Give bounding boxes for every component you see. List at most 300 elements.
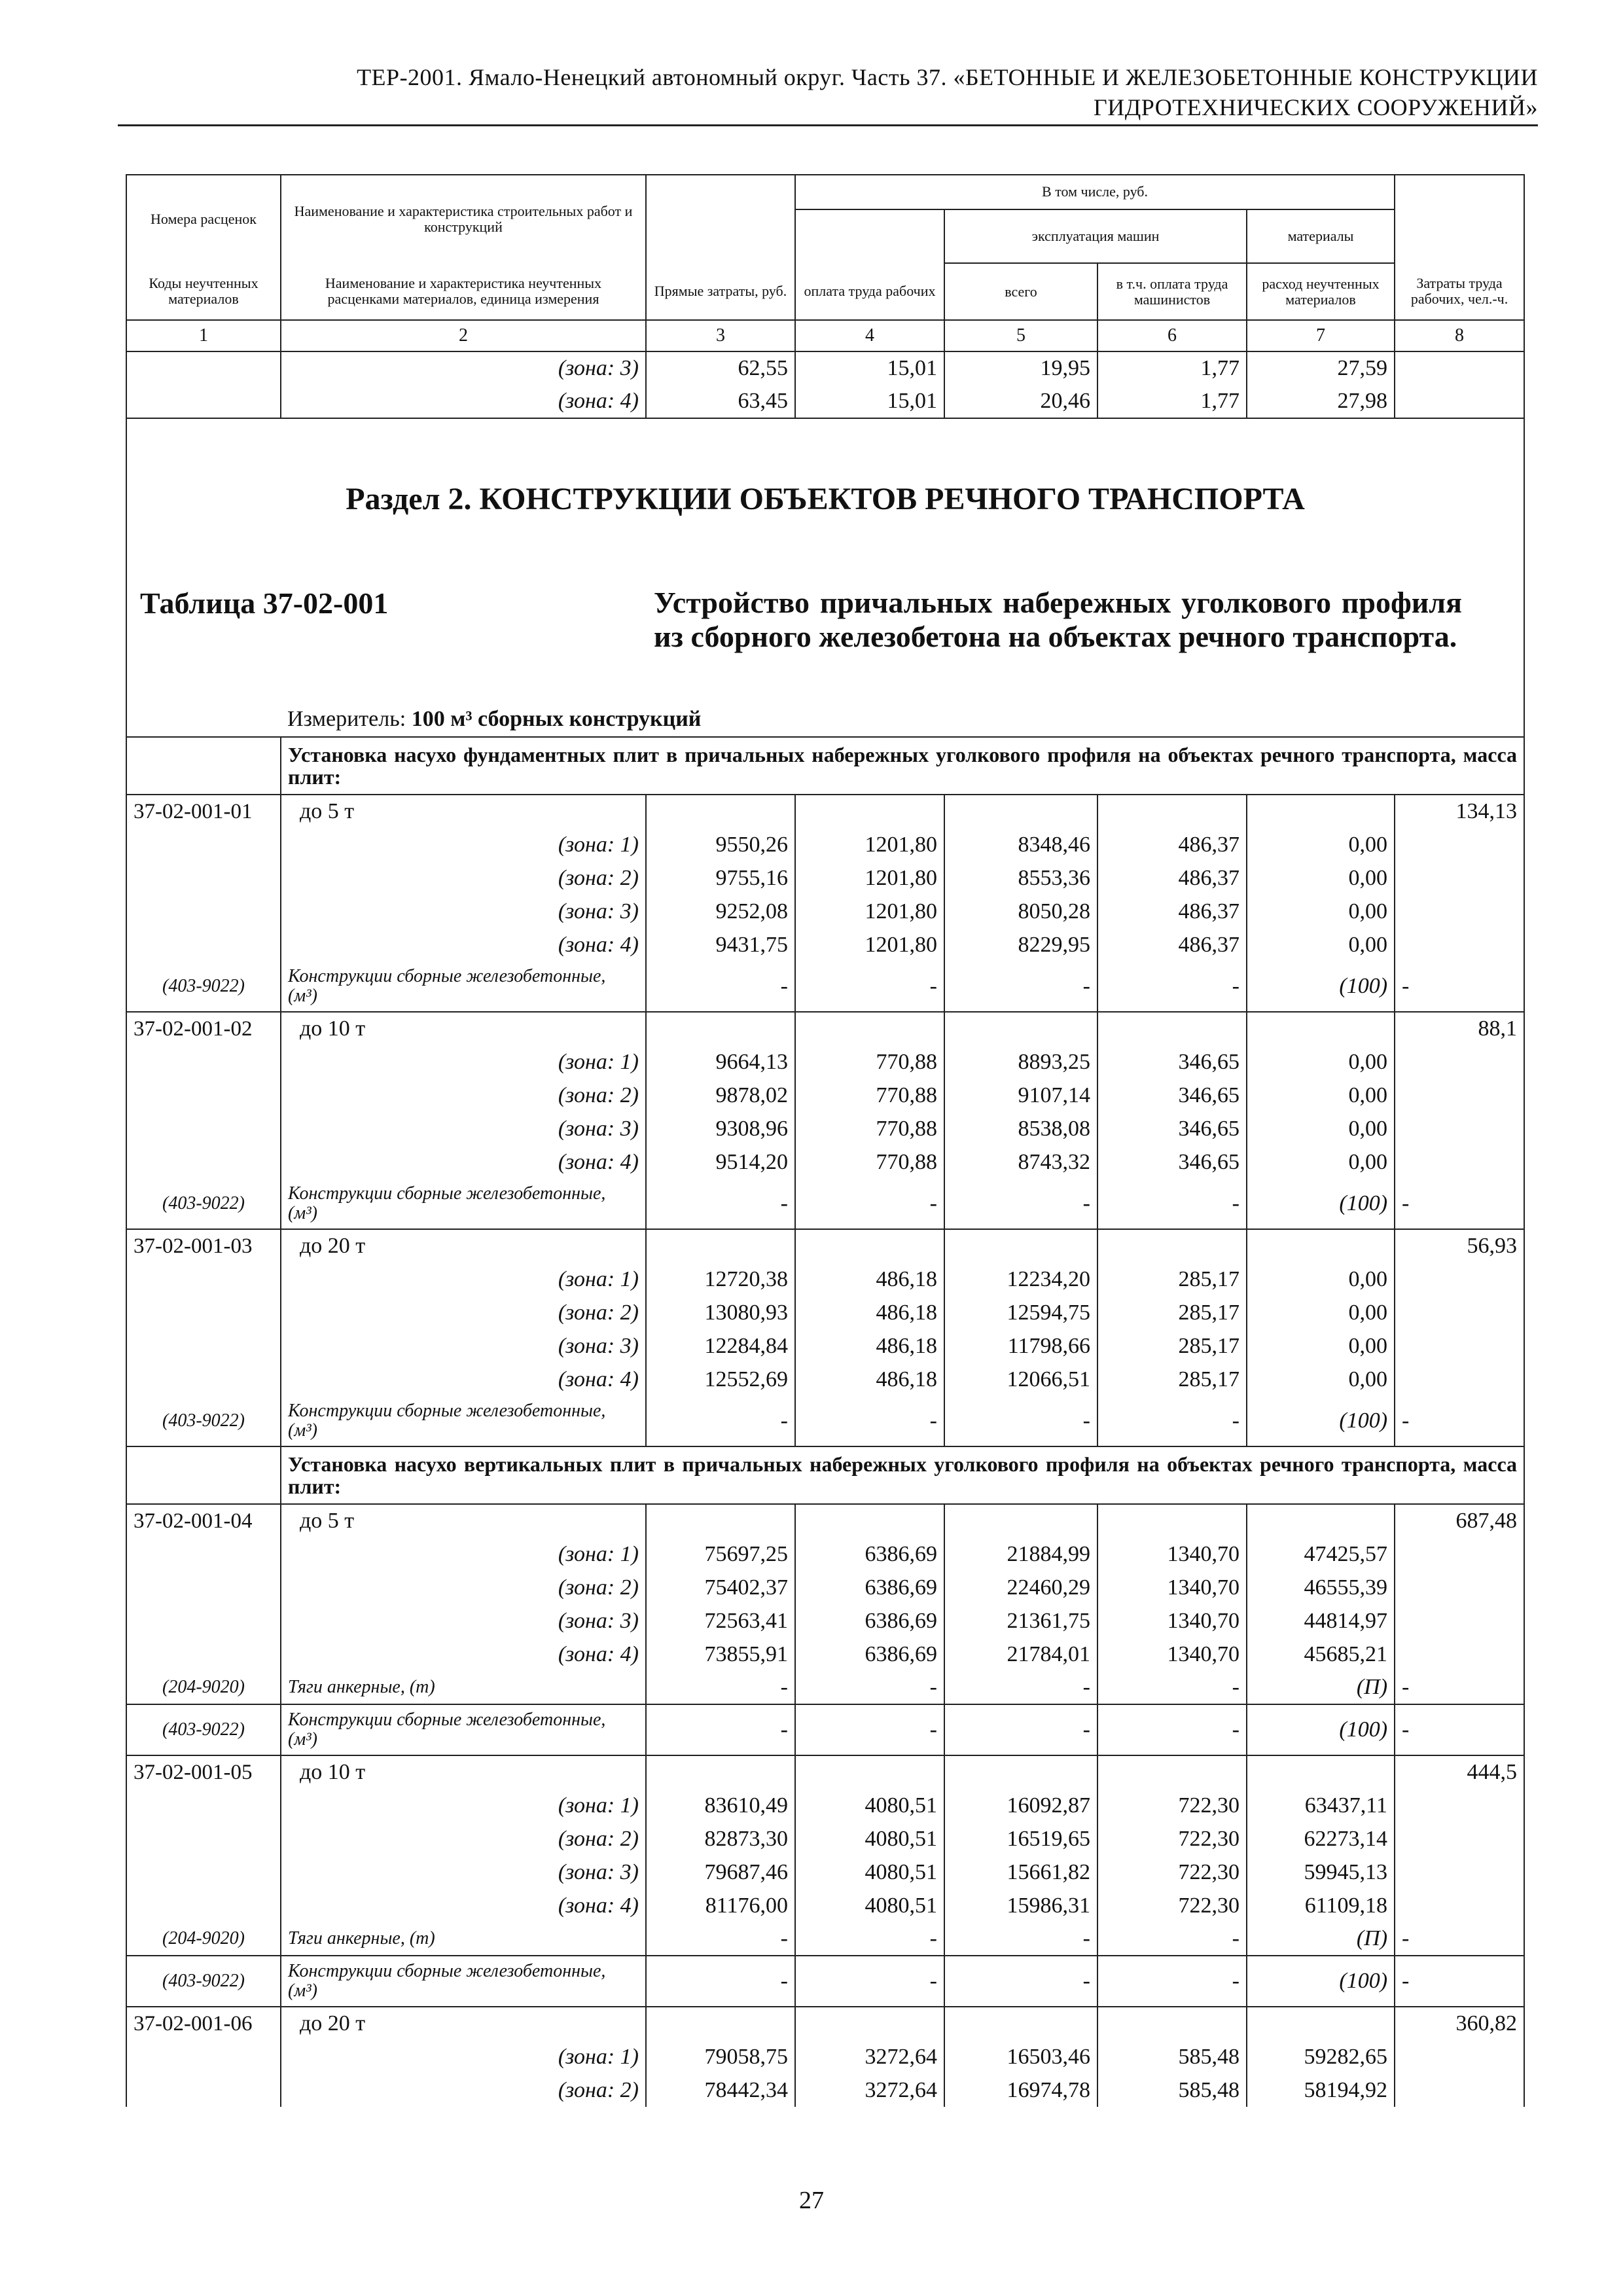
machinists-pay: 486,37	[1097, 828, 1247, 861]
labor-pay: 15,01	[795, 385, 944, 418]
material-code: (204-9020)	[126, 1671, 281, 1704]
dash-cell: -	[944, 1704, 1097, 1755]
dash-cell: -	[944, 961, 1097, 1012]
group-code-blank	[126, 737, 281, 795]
labor-pay: 6386,69	[795, 1537, 944, 1571]
blank-cell	[944, 1504, 1097, 1537]
dash-cell: -	[1097, 1704, 1247, 1755]
blank-cell	[795, 1504, 944, 1537]
machines-total: 21361,75	[944, 1604, 1097, 1638]
direct-cost: 73855,91	[646, 1638, 795, 1671]
zone-row	[126, 1789, 1524, 1822]
direct-cost: 62,55	[646, 351, 795, 385]
zone-row	[126, 1045, 1524, 1079]
material-code: (403-9022)	[126, 1179, 281, 1229]
zone-row	[126, 1537, 1524, 1571]
machines-total: 9107,14	[944, 1079, 1097, 1112]
zone-label: (зона: 3)	[281, 895, 646, 928]
labor-pay: 486,18	[795, 1296, 944, 1329]
dash-cell: -	[1097, 1396, 1247, 1446]
unaccounted-material-row	[126, 1922, 1524, 1956]
machines-total: 16092,87	[944, 1789, 1097, 1822]
machines-total: 19,95	[944, 351, 1097, 385]
machines-total: 21884,99	[944, 1537, 1097, 1571]
labor-cost-cell	[1395, 928, 1524, 961]
materials-cost: 58194,92	[1247, 2073, 1395, 2107]
labor-pay: 15,01	[795, 351, 944, 385]
rate-code-cell	[126, 1856, 281, 1889]
direct-cost: 81176,00	[646, 1889, 795, 1922]
material-name: Тяги анкерные, (т)	[281, 1671, 646, 1704]
material-code: (204-9020)	[126, 1922, 281, 1956]
labor-pay: 3272,64	[795, 2073, 944, 2107]
blank-cell	[795, 1012, 944, 1045]
blank-cell	[1097, 1229, 1247, 1263]
material-qty: (П)	[1247, 1922, 1395, 1956]
zone-label: (зона: 4)	[281, 928, 646, 961]
labor-cost: 134,13	[1395, 795, 1524, 828]
blank-cell	[1097, 795, 1247, 828]
dash-cell: -	[646, 1956, 795, 2007]
rate-code-cell	[126, 1263, 281, 1296]
header-rule	[118, 124, 1538, 126]
material-name: Тяги анкерные, (т)	[281, 1922, 646, 1956]
hdr-materials: материалы	[1247, 209, 1395, 263]
col-index: 2	[281, 320, 646, 351]
direct-cost: 9431,75	[646, 928, 795, 961]
direct-cost: 9550,26	[646, 828, 795, 861]
machines-total: 15986,31	[944, 1889, 1097, 1922]
rate-name: до 5 т	[281, 1504, 646, 1537]
machinists-pay: 722,30	[1097, 1822, 1247, 1856]
zone-row	[126, 895, 1524, 928]
labor-cost-cell	[1395, 1079, 1524, 1112]
zone-row	[126, 1263, 1524, 1296]
machinists-pay: 486,37	[1097, 861, 1247, 895]
blank-cell	[944, 1012, 1097, 1045]
zone-label: (зона: 1)	[281, 1537, 646, 1571]
rate-code: 37-02-001-06	[126, 2007, 281, 2040]
blank-cell	[795, 1229, 944, 1263]
materials-cost: 0,00	[1247, 895, 1395, 928]
material-qty: (100)	[1247, 1704, 1395, 1755]
dash-cell: -	[795, 1922, 944, 1956]
rate-code-cell	[126, 861, 281, 895]
material-code: (403-9022)	[126, 1704, 281, 1755]
blank-cell	[1247, 2007, 1395, 2040]
machinists-pay: 285,17	[1097, 1263, 1247, 1296]
col-index: 3	[646, 320, 795, 351]
direct-cost: 72563,41	[646, 1604, 795, 1638]
labor-cost-cell	[1395, 1363, 1524, 1396]
blank-cell	[646, 1229, 795, 1263]
group-title-row	[126, 1446, 1524, 1504]
machinists-pay: 722,30	[1097, 1789, 1247, 1822]
material-name: Конструкции сборные железобетонные, (м³)	[281, 1956, 646, 2007]
machinists-pay: 285,17	[1097, 1363, 1247, 1396]
zone-row	[126, 1638, 1524, 1671]
rate-code-cell	[126, 1537, 281, 1571]
section-block	[126, 418, 1524, 737]
rate-code-cell	[126, 1571, 281, 1604]
machines-total: 8348,46	[944, 828, 1097, 861]
direct-cost: 9878,02	[646, 1079, 795, 1112]
rate-code-cell	[126, 1363, 281, 1396]
hdr-mat-name: Наименование и характеристика неучтенных расценками материалов, единица измерения	[281, 263, 646, 320]
labor-cost-cell	[1395, 1889, 1524, 1922]
zone-label: (зона: 4)	[281, 1889, 646, 1922]
blank-cell	[1247, 1229, 1395, 1263]
materials-cost: 0,00	[1247, 828, 1395, 861]
header-row-1	[126, 175, 1524, 209]
dash-cell: -	[646, 1179, 795, 1229]
blank-cell	[795, 1755, 944, 1789]
labor-cost-cell	[1395, 1329, 1524, 1363]
machines-total: 8229,95	[944, 928, 1097, 961]
rate-code-cell	[126, 1889, 281, 1922]
blank-cell	[944, 2007, 1097, 2040]
blank-cell	[944, 1229, 1097, 1263]
labor-pay: 770,88	[795, 1112, 944, 1145]
dash-cell: -	[646, 961, 795, 1012]
material-name: Конструкции сборные железобетонные, (м³)	[281, 1179, 646, 1229]
rate-code-cell	[126, 1789, 281, 1822]
zone-label: (зона: 2)	[281, 1079, 646, 1112]
dash-cell: -	[646, 1396, 795, 1446]
materials-cost: 27,98	[1247, 385, 1395, 418]
group-code-blank	[126, 1446, 281, 1504]
material-code: (403-9022)	[126, 1396, 281, 1446]
dash-cell: -	[1097, 1956, 1247, 2007]
running-header-line1: ТЕР-2001. Ямало-Ненецкий автономный округ. Часть 37. «БЕТОННЫЕ И ЖЕЛЕЗОБЕТОННЫЕ КОНСТРУКЦИИ	[357, 64, 1538, 90]
zone-label: (зона: 3)	[281, 1856, 646, 1889]
zone-row	[126, 1079, 1524, 1112]
machinists-pay: 486,37	[1097, 895, 1247, 928]
hdr-total: всего	[944, 263, 1097, 320]
direct-cost: 83610,49	[646, 1789, 795, 1822]
machines-total: 15661,82	[944, 1856, 1097, 1889]
unaccounted-material-row	[126, 1671, 1524, 1704]
zone-label: (зона: 2)	[281, 861, 646, 895]
rate-name: до 10 т	[281, 1755, 646, 1789]
labor-pay: 4080,51	[795, 1789, 944, 1822]
zone-row	[126, 1296, 1524, 1329]
machines-total: 20,46	[944, 385, 1097, 418]
zone-row	[126, 1889, 1524, 1922]
direct-cost: 82873,30	[646, 1822, 795, 1856]
zone-row	[126, 928, 1524, 961]
labor-pay: 6386,69	[795, 1638, 944, 1671]
dash-cell: -	[1097, 961, 1247, 1012]
blank-cell	[795, 2007, 944, 2040]
material-code: (403-9022)	[126, 1956, 281, 2007]
zone-row	[126, 1856, 1524, 1889]
header-row-3	[126, 263, 1524, 320]
labor-pay: 1201,80	[795, 861, 944, 895]
zone-label: (зона: 2)	[281, 1296, 646, 1329]
hdr-labor-blank	[1395, 175, 1524, 263]
zone-label: (зона: 4)	[281, 1638, 646, 1671]
labor-cost: 56,93	[1395, 1229, 1524, 1263]
dash-cell: -	[944, 1671, 1097, 1704]
hdr-incl-machinists: в т.ч. оплата труда машинистов	[1097, 263, 1247, 320]
rate-code: 37-02-001-04	[126, 1504, 281, 1537]
dash-cell: -	[1395, 1179, 1524, 1229]
rate-code-cell	[126, 828, 281, 861]
materials-cost: 62273,14	[1247, 1822, 1395, 1856]
labor-cost-cell	[1395, 1822, 1524, 1856]
direct-cost: 79058,75	[646, 2040, 795, 2073]
machines-total: 16519,65	[944, 1822, 1097, 1856]
labor-pay: 1201,80	[795, 828, 944, 861]
material-qty: (100)	[1247, 1179, 1395, 1229]
materials-cost: 61109,18	[1247, 1889, 1395, 1922]
rate-name: до 5 т	[281, 795, 646, 828]
zone-row	[126, 1822, 1524, 1856]
rate-code-cell	[126, 2073, 281, 2107]
materials-cost: 45685,21	[1247, 1638, 1395, 1671]
unaccounted-material-row	[126, 1396, 1524, 1446]
labor-pay: 6386,69	[795, 1604, 944, 1638]
materials-cost: 0,00	[1247, 1329, 1395, 1363]
direct-cost: 13080,93	[646, 1296, 795, 1329]
blank-cell	[1097, 1755, 1247, 1789]
machines-total: 8743,32	[944, 1145, 1097, 1179]
machinists-pay: 346,65	[1097, 1145, 1247, 1179]
material-qty: (100)	[1247, 1956, 1395, 2007]
hdr-rate-name: Наименование и характеристика строительных работ и конструкций	[281, 175, 646, 263]
dash-cell: -	[1395, 1704, 1524, 1755]
machines-total: 16503,46	[944, 2040, 1097, 2073]
labor-cost-cell	[1395, 861, 1524, 895]
dash-cell: -	[1395, 1396, 1524, 1446]
zone-label: (зона: 1)	[281, 828, 646, 861]
direct-cost: 12552,69	[646, 1363, 795, 1396]
materials-cost: 47425,57	[1247, 1537, 1395, 1571]
direct-cost: 12720,38	[646, 1263, 795, 1296]
blank-cell	[1097, 2007, 1247, 2040]
running-header	[118, 62, 1538, 122]
direct-cost: 75402,37	[646, 1571, 795, 1604]
machinists-pay: 722,30	[1097, 1889, 1247, 1922]
labor-pay: 6386,69	[795, 1571, 944, 1604]
dash-cell: -	[795, 1671, 944, 1704]
labor-pay: 1201,80	[795, 895, 944, 928]
machinists-pay: 1340,70	[1097, 1604, 1247, 1638]
direct-cost: 9308,96	[646, 1112, 795, 1145]
blank-cell	[1247, 1755, 1395, 1789]
dash-cell: -	[944, 1956, 1097, 2007]
zone-label: (зона: 1)	[281, 1789, 646, 1822]
rate-code: 37-02-001-01	[126, 795, 281, 828]
machines-total: 12594,75	[944, 1296, 1097, 1329]
material-code: (403-9022)	[126, 961, 281, 1012]
labor-pay: 770,88	[795, 1045, 944, 1079]
hdr-machines: эксплуатация машин	[944, 209, 1247, 263]
rate-name: до 20 т	[281, 2007, 646, 2040]
labor-cost-cell	[1395, 828, 1524, 861]
direct-cost: 78442,34	[646, 2073, 795, 2107]
measure-label: Измеритель:	[287, 707, 406, 731]
rate-code-cell	[126, 351, 281, 385]
hdr-labor-pay: оплата труда рабочих	[795, 263, 944, 320]
rate-code-cell	[126, 385, 281, 418]
labor-cost-cell	[1395, 1571, 1524, 1604]
rate-row	[126, 795, 1524, 828]
blank-cell	[1247, 1012, 1395, 1045]
rate-row	[126, 1229, 1524, 1263]
material-qty: (100)	[1247, 961, 1395, 1012]
machinists-pay: 346,65	[1097, 1045, 1247, 1079]
dash-cell: -	[795, 1179, 944, 1229]
rate-row	[126, 1012, 1524, 1045]
hdr-mat-codes: Коды неучтенных материалов	[126, 263, 281, 320]
zone-label: (зона: 1)	[281, 1263, 646, 1296]
group-title: Установка насухо фундаментных плит в причальных набережных уголкового профиля на объектах речного транспорта, масса плит:	[281, 737, 1524, 795]
zone-label: (зона: 4)	[281, 1363, 646, 1396]
blank-cell	[1097, 1504, 1247, 1537]
dash-cell: -	[795, 1704, 944, 1755]
labor-cost-cell	[1395, 2040, 1524, 2073]
machinists-pay: 1,77	[1097, 385, 1247, 418]
blank-cell	[1247, 1504, 1395, 1537]
machines-total: 12066,51	[944, 1363, 1097, 1396]
material-qty: (100)	[1247, 1396, 1395, 1446]
labor-pay: 4080,51	[795, 1889, 944, 1922]
materials-cost: 0,00	[1247, 1296, 1395, 1329]
dash-cell: -	[944, 1922, 1097, 1956]
dash-cell: -	[1097, 1179, 1247, 1229]
labor-cost: 444,5	[1395, 1755, 1524, 1789]
rate-code-cell	[126, 895, 281, 928]
machinists-pay: 346,65	[1097, 1112, 1247, 1145]
dash-cell: -	[646, 1671, 795, 1704]
rate-code-cell	[126, 2040, 281, 2073]
materials-cost: 27,59	[1247, 351, 1395, 385]
zone-row	[126, 1112, 1524, 1145]
labor-pay: 770,88	[795, 1079, 944, 1112]
dash-cell: -	[1097, 1671, 1247, 1704]
direct-cost: 75697,25	[646, 1537, 795, 1571]
materials-cost: 59282,65	[1247, 2040, 1395, 2073]
zone-label: (зона: 1)	[281, 2040, 646, 2073]
labor-pay: 4080,51	[795, 1822, 944, 1856]
materials-cost: 0,00	[1247, 1145, 1395, 1179]
labor-cost-cell	[1395, 385, 1524, 418]
direct-cost: 63,45	[646, 385, 795, 418]
labor-cost: 360,82	[1395, 2007, 1524, 2040]
material-name: Конструкции сборные железобетонные, (м³)	[281, 1704, 646, 1755]
direct-cost: 9252,08	[646, 895, 795, 928]
col-index: 7	[1247, 320, 1395, 351]
rates-table	[126, 174, 1525, 2107]
machines-total: 8553,36	[944, 861, 1097, 895]
zone-row	[126, 1145, 1524, 1179]
rate-code: 37-02-001-05	[126, 1755, 281, 1789]
zone-row	[126, 861, 1524, 895]
materials-cost: 46555,39	[1247, 1571, 1395, 1604]
labor-cost: 88,1	[1395, 1012, 1524, 1045]
zone-label: (зона: 2)	[281, 2073, 646, 2107]
carry-row	[126, 351, 1524, 385]
rate-code-cell	[126, 1604, 281, 1638]
machines-total: 8050,28	[944, 895, 1097, 928]
labor-cost-cell	[1395, 1263, 1524, 1296]
rate-code: 37-02-001-02	[126, 1012, 281, 1045]
col-index: 6	[1097, 320, 1247, 351]
blank-cell	[944, 1755, 1097, 1789]
running-header-line2: ГИДРОТЕХНИЧЕСКИХ СООРУЖЕНИЙ»	[1093, 94, 1538, 120]
section-row	[126, 418, 1524, 737]
machines-total: 22460,29	[944, 1571, 1097, 1604]
zone-label: (зона: 4)	[281, 1145, 646, 1179]
machinists-pay: 1340,70	[1097, 1537, 1247, 1571]
machinists-pay: 1340,70	[1097, 1571, 1247, 1604]
hdr-direct-blank	[646, 175, 795, 263]
machinists-pay: 585,48	[1097, 2040, 1247, 2073]
rate-code-cell	[126, 1112, 281, 1145]
unaccounted-material-row	[126, 961, 1524, 1012]
zone-label: (зона: 3)	[281, 1604, 646, 1638]
hdr-direct: Прямые затраты, руб.	[646, 263, 795, 320]
labor-cost-cell	[1395, 1296, 1524, 1329]
labor-cost-cell	[1395, 1638, 1524, 1671]
material-qty: (П)	[1247, 1671, 1395, 1704]
rate-code-cell	[126, 1296, 281, 1329]
table-name: Таблица 37-02-001	[140, 586, 389, 620]
dash-cell: -	[646, 1922, 795, 1956]
labor-pay: 3272,64	[795, 2040, 944, 2073]
labor-cost-cell	[1395, 1045, 1524, 1079]
labor-pay: 4080,51	[795, 1856, 944, 1889]
labor-pay: 486,18	[795, 1363, 944, 1396]
machinists-pay: 285,17	[1097, 1296, 1247, 1329]
materials-cost: 59945,13	[1247, 1856, 1395, 1889]
materials-cost: 0,00	[1247, 1079, 1395, 1112]
labor-pay: 770,88	[795, 1145, 944, 1179]
dash-cell: -	[795, 961, 944, 1012]
labor-cost-cell	[1395, 1537, 1524, 1571]
rate-code-cell	[126, 1145, 281, 1179]
labor-pay: 486,18	[795, 1263, 944, 1296]
rate-code-cell	[126, 1079, 281, 1112]
materials-cost: 0,00	[1247, 1263, 1395, 1296]
zone-row	[126, 1604, 1524, 1638]
unaccounted-material-row	[126, 1956, 1524, 2007]
material-name: Конструкции сборные железобетонные, (м³)	[281, 1396, 646, 1446]
unaccounted-material-row	[126, 1704, 1524, 1755]
zone-label: (зона: 3)	[281, 1329, 646, 1363]
materials-cost: 63437,11	[1247, 1789, 1395, 1822]
col-index: 1	[126, 320, 281, 351]
materials-cost: 0,00	[1247, 928, 1395, 961]
zone-label: (зона: 1)	[281, 1045, 646, 1079]
hdr-rate-numbers: Номера расценок	[126, 175, 281, 263]
machinists-pay: 486,37	[1097, 928, 1247, 961]
rate-name: до 20 т	[281, 1229, 646, 1263]
machines-total: 8538,08	[944, 1112, 1097, 1145]
materials-cost: 0,00	[1247, 1112, 1395, 1145]
unaccounted-material-row	[126, 1179, 1524, 1229]
labor-pay: 486,18	[795, 1329, 944, 1363]
column-index-row	[126, 320, 1524, 351]
dash-cell: -	[1395, 1922, 1524, 1956]
hdr-labor-pay-blank	[795, 209, 944, 263]
blank-cell	[1247, 795, 1395, 828]
materials-cost: 0,00	[1247, 861, 1395, 895]
dash-cell: -	[795, 1956, 944, 2007]
dash-cell: -	[646, 1704, 795, 1755]
